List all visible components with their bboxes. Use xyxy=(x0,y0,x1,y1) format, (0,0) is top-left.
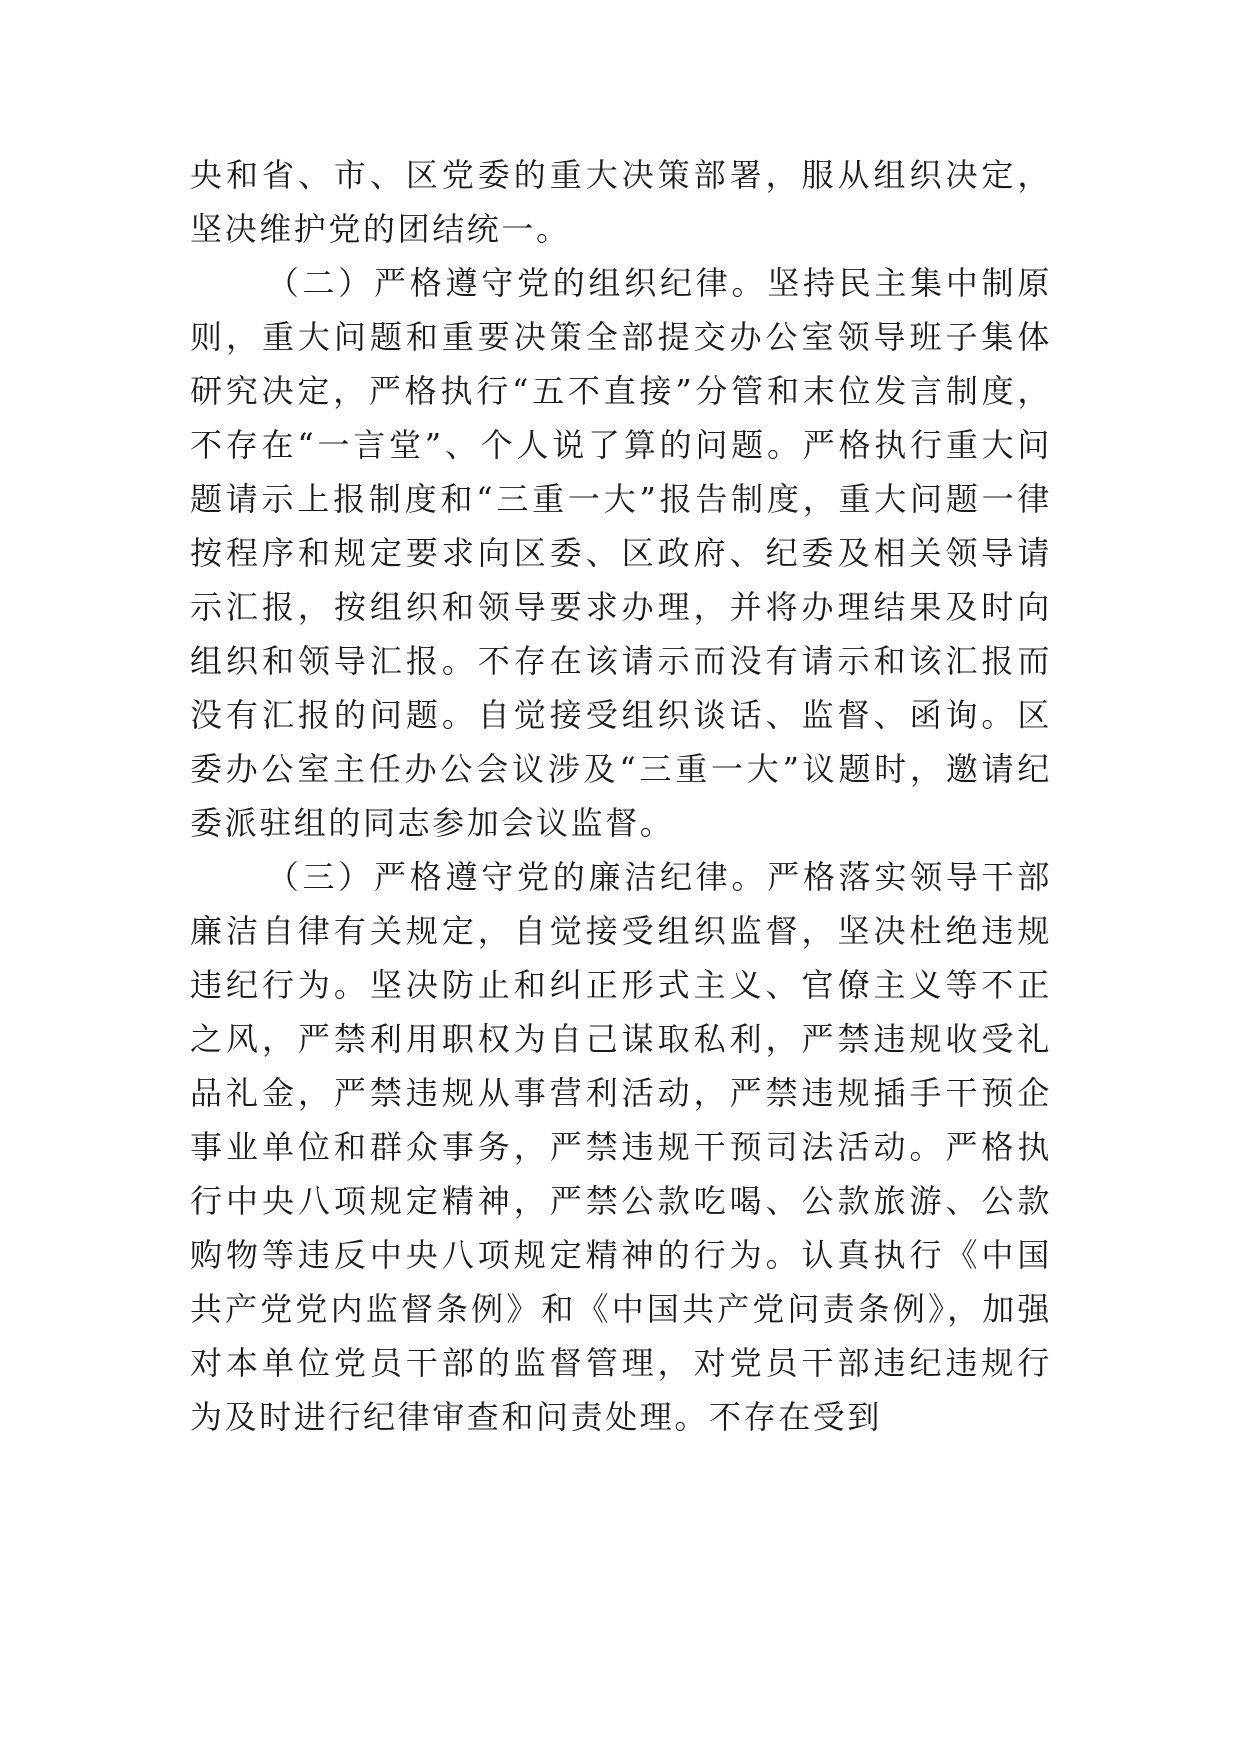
paragraph-organizational-discipline: （二）严格遵守党的组织纪律。坚持民主集中制原则，重大问题和重要决策全部提交办公室领导班子集体研究决定，严格执行“五不直接”分管和末位发言制度，不存在“一言堂”、个人说了算的问题。严格执行重大问题请示上报制度和“三重一大”报告制度，重大问题一律按程序和规定要求向区委、区政府、纪委及相关领导请示汇报，按组织和领导要求办理，并将办理结果及时向组织和领导汇报。不存在该请示而没有请示和该汇报而没有汇报的问题。自觉接受组织谈话、监督、函询。区委办公室主任办公会议涉及“三重一大”议题时，邀请纪委派驻组的同志参加会议监督。 xyxy=(190,264,1052,842)
document-body xyxy=(190,148,1052,1444)
paragraph-continuation: 央和省、市、区党委的重大决策部署，服从组织决定，坚决维护党的团结统一。 xyxy=(190,156,1052,248)
paragraph-integrity-discipline: （三）严格遵守党的廉洁纪律。严格落实领导干部廉洁自律有关规定，自觉接受组织监督，坚决杜绝违规违纪行为。坚决防止和纠正形式主义、官僚主义等不正之风，严禁利用职权为自己谋取私利，严禁违规收受礼品礼金，严禁违规从事营利活动，严禁违规插手干预企事业单位和群众事务，严禁违规干预司法活动。严格执行中央八项规定精神，严禁公款吃喝、公款旅游、公款购物等违反中央八项规定精神的行为。认真执行《中国共产党党内监督条例》和《中国共产党问责条例》，加强对本单位党员干部的监督管理，对党员干部违纪违规行为及时进行纪律审查和问责处理。不存在受到 xyxy=(190,858,1052,1436)
